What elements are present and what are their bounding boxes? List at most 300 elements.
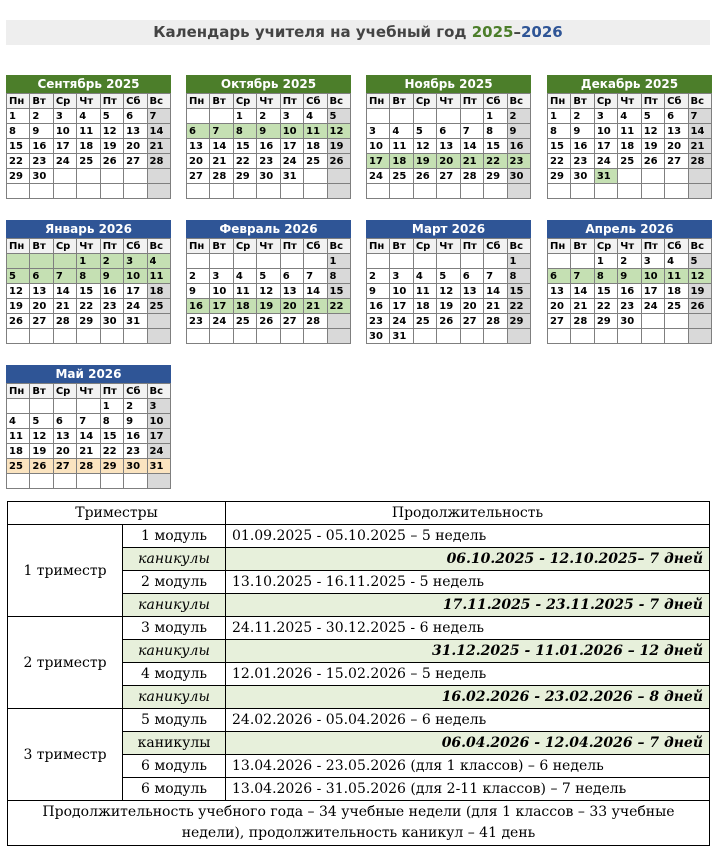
day-cell: 4 (413, 269, 436, 284)
day-cell: 10 (594, 124, 617, 139)
day-cell: 5 (437, 269, 460, 284)
day-cell: 1 (100, 399, 123, 414)
vacation-dates: 06.10.2025 - 12.10.2025– 7 дней (226, 548, 710, 571)
day-cell: 8 (507, 269, 530, 284)
day-cell: 13 (124, 124, 147, 139)
month-calendar (186, 75, 351, 199)
day-cell: 13 (187, 139, 210, 154)
day-cell (437, 109, 460, 124)
day-cell: 4 (7, 414, 30, 429)
day-cell: 10 (147, 414, 170, 429)
weekday-label: Сб (124, 384, 147, 399)
day-cell: 29 (594, 314, 617, 329)
day-cell: 6 (280, 269, 303, 284)
day-cell: 19 (327, 139, 350, 154)
day-cell: 25 (413, 314, 436, 329)
day-cell (210, 109, 233, 124)
day-cell: 9 (124, 414, 147, 429)
day-cell: 11 (665, 269, 688, 284)
day-cell: 6 (187, 124, 210, 139)
weekday-label: Вс (688, 239, 711, 254)
day-cell: 22 (233, 154, 256, 169)
day-cell: 26 (437, 314, 460, 329)
day-cell: 20 (53, 444, 76, 459)
day-cell: 25 (77, 154, 100, 169)
day-cell: 28 (304, 314, 327, 329)
day-cell (548, 184, 571, 199)
day-cell: 31 (124, 314, 147, 329)
month-title: Апрель 2026 (547, 220, 712, 238)
day-cell (641, 314, 664, 329)
weekday-label: Сб (665, 239, 688, 254)
day-cell: 12 (327, 124, 350, 139)
day-cell (367, 184, 390, 199)
day-cell: 25 (7, 459, 30, 474)
day-cell: 30 (100, 314, 123, 329)
month-calendar (366, 75, 531, 199)
day-cell: 7 (304, 269, 327, 284)
day-cell (390, 109, 413, 124)
day-cell: 15 (484, 139, 507, 154)
day-cell: 29 (507, 314, 530, 329)
day-cell: 10 (124, 269, 147, 284)
month-calendar (547, 220, 712, 344)
day-cell: 22 (327, 299, 350, 314)
day-cell: 6 (460, 269, 483, 284)
day-cell: 1 (7, 109, 30, 124)
day-cell: 20 (124, 139, 147, 154)
day-cell: 14 (571, 284, 594, 299)
month-title: Март 2026 (366, 220, 531, 238)
day-cell: 3 (280, 109, 303, 124)
day-cell (484, 254, 507, 269)
day-cell: 18 (147, 284, 170, 299)
weekday-label: Пн (187, 94, 210, 109)
month-title: Декабрь 2025 (547, 75, 712, 93)
weekday-label: Вс (507, 94, 530, 109)
day-cell: 17 (367, 154, 390, 169)
day-cell: 12 (437, 284, 460, 299)
day-cell (53, 184, 76, 199)
module-label: 4 модуль (123, 663, 226, 686)
day-cell: 7 (460, 124, 483, 139)
day-cell (187, 184, 210, 199)
day-cell: 23 (618, 299, 641, 314)
day-cell (7, 474, 30, 489)
day-cell: 4 (390, 124, 413, 139)
month-title: Сентябрь 2025 (6, 75, 171, 93)
day-cell: 26 (7, 314, 30, 329)
weekday-label: Сб (484, 94, 507, 109)
day-cell (233, 254, 256, 269)
day-cell: 12 (100, 124, 123, 139)
day-cell: 29 (484, 169, 507, 184)
day-cell: 31 (390, 329, 413, 344)
vacation-label: каникулы (123, 732, 226, 755)
day-cell: 2 (507, 109, 530, 124)
day-cell: 8 (233, 124, 256, 139)
day-cell (257, 329, 280, 344)
day-cell: 4 (233, 269, 256, 284)
day-cell: 16 (124, 429, 147, 444)
module-dates: 12.01.2026 - 15.02.2026 – 5 недель (226, 663, 710, 686)
day-cell (327, 329, 350, 344)
day-cell: 3 (124, 254, 147, 269)
day-cell: 27 (53, 459, 76, 474)
day-cell: 8 (100, 414, 123, 429)
day-cell: 29 (7, 169, 30, 184)
day-cell: 25 (304, 154, 327, 169)
module-dates: 13.10.2025 - 16.11.2025 - 5 недель (226, 571, 710, 594)
day-cell: 1 (327, 254, 350, 269)
day-cell: 5 (688, 254, 711, 269)
day-cell: 6 (30, 269, 53, 284)
month-title: Январь 2026 (6, 220, 171, 238)
day-cell (460, 254, 483, 269)
day-cell (147, 184, 170, 199)
weekday-label: Ср (53, 239, 76, 254)
day-cell: 24 (124, 299, 147, 314)
day-cell (641, 329, 664, 344)
day-cell: 30 (30, 169, 53, 184)
day-cell: 9 (571, 124, 594, 139)
day-cell: 25 (233, 314, 256, 329)
day-cell: 12 (413, 139, 436, 154)
day-cell: 29 (233, 169, 256, 184)
day-cell: 23 (100, 299, 123, 314)
weekday-label: Вт (571, 94, 594, 109)
weekday-label: Чт (77, 239, 100, 254)
title-year-end: 2026 (520, 23, 563, 41)
header-terms: Триместры (8, 502, 226, 525)
module-dates: 13.04.2026 - 23.05.2026 (для 1 классов) – 6 недель (226, 755, 710, 778)
weekday-label: Пт (100, 94, 123, 109)
year-summary: Продолжительность учебного года – 34 учебные недели (для 1 классов – 33 учебные недели), продолжительность каникул – 41 день (8, 801, 710, 846)
weekday-label: Сб (124, 94, 147, 109)
day-cell: 9 (100, 269, 123, 284)
day-cell: 22 (100, 444, 123, 459)
day-cell: 9 (257, 124, 280, 139)
day-cell: 18 (77, 139, 100, 154)
weekday-label: Пн (7, 239, 30, 254)
day-cell: 26 (327, 154, 350, 169)
weekday-label: Ср (233, 239, 256, 254)
day-cell: 8 (594, 269, 617, 284)
day-cell: 27 (30, 314, 53, 329)
day-cell (7, 254, 30, 269)
day-cell: 20 (30, 299, 53, 314)
day-cell (233, 329, 256, 344)
day-cell: 17 (390, 299, 413, 314)
day-cell: 22 (77, 299, 100, 314)
day-cell: 13 (437, 139, 460, 154)
day-cell: 27 (460, 314, 483, 329)
day-cell: 30 (367, 329, 390, 344)
weekday-label: Ср (594, 94, 617, 109)
day-cell: 23 (187, 314, 210, 329)
weekday-label: Чт (437, 239, 460, 254)
day-cell: 17 (210, 299, 233, 314)
day-cell (53, 169, 76, 184)
day-cell (233, 184, 256, 199)
day-cell: 7 (53, 269, 76, 284)
day-cell: 9 (367, 284, 390, 299)
module-label: 6 модуль (123, 778, 226, 801)
module-dates: 24.11.2025 - 30.12.2025 - 6 недель (226, 617, 710, 640)
day-cell: 16 (187, 299, 210, 314)
day-cell: 14 (147, 124, 170, 139)
day-cell: 13 (53, 429, 76, 444)
day-cell: 4 (304, 109, 327, 124)
day-cell (390, 184, 413, 199)
day-cell: 6 (665, 109, 688, 124)
day-cell: 11 (618, 124, 641, 139)
day-cell: 19 (641, 139, 664, 154)
day-cell (30, 329, 53, 344)
weekday-label: Ср (413, 94, 436, 109)
day-cell: 17 (147, 429, 170, 444)
day-cell: 17 (53, 139, 76, 154)
weekday-label: Вт (30, 239, 53, 254)
day-cell (641, 169, 664, 184)
day-cell (30, 184, 53, 199)
day-cell (304, 184, 327, 199)
day-cell: 14 (53, 284, 76, 299)
day-cell (187, 109, 210, 124)
day-cell (100, 329, 123, 344)
day-cell: 5 (100, 109, 123, 124)
day-cell: 12 (7, 284, 30, 299)
day-cell: 14 (688, 124, 711, 139)
module-dates: 24.02.2026 - 05.04.2026 – 6 недель (226, 709, 710, 732)
day-cell: 15 (548, 139, 571, 154)
module-label: 5 модуль (123, 709, 226, 732)
day-cell (594, 329, 617, 344)
header-duration: Продолжительность (226, 502, 710, 525)
day-cell: 2 (367, 269, 390, 284)
day-cell (124, 184, 147, 199)
day-cell: 5 (413, 124, 436, 139)
day-cell: 23 (30, 154, 53, 169)
day-cell: 14 (304, 284, 327, 299)
day-cell (304, 169, 327, 184)
day-cell: 16 (367, 299, 390, 314)
day-cell (53, 329, 76, 344)
day-cell: 15 (7, 139, 30, 154)
day-cell: 23 (257, 154, 280, 169)
day-cell (210, 184, 233, 199)
day-cell: 22 (484, 154, 507, 169)
title-dash: – (513, 23, 521, 41)
day-cell: 8 (548, 124, 571, 139)
weekday-label: Ср (413, 239, 436, 254)
weekday-label: Пн (367, 239, 390, 254)
weekday-label: Пт (280, 239, 303, 254)
day-cell (147, 169, 170, 184)
day-cell: 8 (7, 124, 30, 139)
day-cell: 12 (688, 269, 711, 284)
day-cell: 21 (484, 299, 507, 314)
day-cell (147, 474, 170, 489)
day-cell: 3 (641, 254, 664, 269)
day-cell: 9 (618, 269, 641, 284)
day-cell: 6 (53, 414, 76, 429)
weekday-label: Пт (460, 239, 483, 254)
weekday-label: Чт (77, 384, 100, 399)
day-cell: 3 (210, 269, 233, 284)
day-cell: 9 (187, 284, 210, 299)
day-cell (665, 169, 688, 184)
day-cell: 25 (390, 169, 413, 184)
day-cell: 23 (507, 154, 530, 169)
day-cell: 2 (100, 254, 123, 269)
vacation-label: каникулы (123, 548, 226, 571)
day-cell: 24 (367, 169, 390, 184)
weekday-label: Пн (187, 239, 210, 254)
day-cell (327, 314, 350, 329)
vacation-dates: 17.11.2025 - 23.11.2025 - 7 дней (226, 594, 710, 617)
day-cell: 7 (571, 269, 594, 284)
day-cell: 14 (484, 284, 507, 299)
day-cell: 11 (413, 284, 436, 299)
day-cell: 31 (280, 169, 303, 184)
day-cell: 4 (665, 254, 688, 269)
day-cell (437, 254, 460, 269)
weekday-label: Пн (367, 94, 390, 109)
page-title (6, 20, 710, 45)
day-cell (7, 329, 30, 344)
weekday-label: Пн (7, 94, 30, 109)
day-cell: 28 (484, 314, 507, 329)
day-cell: 3 (367, 124, 390, 139)
day-cell (30, 254, 53, 269)
day-cell (390, 254, 413, 269)
day-cell (548, 329, 571, 344)
module-label: 3 модуль (123, 617, 226, 640)
weekday-label: Чт (257, 94, 280, 109)
day-cell (100, 169, 123, 184)
day-cell: 17 (280, 139, 303, 154)
vacation-dates: 31.12.2025 - 11.01.2026 – 12 дней (226, 640, 710, 663)
module-dates: 13.04.2026 - 31.05.2026 (для 2-11 классов) – 7 недель (226, 778, 710, 801)
day-cell: 28 (77, 459, 100, 474)
day-cell: 28 (53, 314, 76, 329)
day-cell: 14 (460, 139, 483, 154)
weekday-label: Пн (7, 384, 30, 399)
day-cell: 1 (507, 254, 530, 269)
weekday-label: Вт (390, 239, 413, 254)
day-cell (30, 474, 53, 489)
day-cell: 10 (390, 284, 413, 299)
day-cell: 24 (53, 154, 76, 169)
day-cell: 21 (304, 299, 327, 314)
day-cell: 6 (124, 109, 147, 124)
day-cell: 26 (413, 169, 436, 184)
day-cell (413, 329, 436, 344)
day-cell: 23 (367, 314, 390, 329)
day-cell: 27 (187, 169, 210, 184)
day-cell: 13 (460, 284, 483, 299)
day-cell: 28 (147, 154, 170, 169)
day-cell: 4 (618, 109, 641, 124)
module-label: 6 модуль (123, 755, 226, 778)
day-cell: 20 (437, 154, 460, 169)
day-cell: 13 (665, 124, 688, 139)
day-cell (688, 169, 711, 184)
day-cell (618, 184, 641, 199)
day-cell: 25 (665, 299, 688, 314)
day-cell (53, 254, 76, 269)
day-cell: 5 (30, 414, 53, 429)
day-cell (548, 254, 571, 269)
day-cell: 20 (187, 154, 210, 169)
day-cell (124, 329, 147, 344)
day-cell (571, 254, 594, 269)
day-cell: 16 (571, 139, 594, 154)
month-calendar (6, 220, 171, 344)
weekday-label: Пн (548, 94, 571, 109)
day-cell (507, 329, 530, 344)
day-cell: 18 (304, 139, 327, 154)
weekday-label: Ср (233, 94, 256, 109)
month-calendar (547, 75, 712, 199)
weekday-label: Вс (507, 239, 530, 254)
day-cell: 21 (688, 139, 711, 154)
weekday-label: Пт (460, 94, 483, 109)
weekday-label: Пт (641, 239, 664, 254)
day-cell (280, 329, 303, 344)
day-cell (7, 184, 30, 199)
day-cell (280, 184, 303, 199)
day-cell: 21 (460, 154, 483, 169)
weekday-label: Ср (53, 384, 76, 399)
month-calendar (366, 220, 531, 344)
day-cell: 31 (594, 169, 617, 184)
day-cell: 12 (257, 284, 280, 299)
day-cell: 24 (641, 299, 664, 314)
day-cell: 18 (618, 139, 641, 154)
day-cell: 7 (210, 124, 233, 139)
term-name: 3 триместр (8, 709, 123, 801)
day-cell: 14 (210, 139, 233, 154)
day-cell: 7 (147, 109, 170, 124)
day-cell (77, 169, 100, 184)
day-cell: 23 (571, 154, 594, 169)
day-cell: 19 (413, 154, 436, 169)
day-cell: 16 (618, 284, 641, 299)
day-cell: 3 (53, 109, 76, 124)
day-cell: 15 (594, 284, 617, 299)
day-cell (507, 184, 530, 199)
day-cell: 19 (100, 139, 123, 154)
weekday-label: Вс (147, 94, 170, 109)
day-cell (187, 329, 210, 344)
day-cell: 27 (548, 314, 571, 329)
day-cell: 9 (507, 124, 530, 139)
day-cell (210, 329, 233, 344)
day-cell: 20 (548, 299, 571, 314)
day-cell (413, 109, 436, 124)
weekday-label: Чт (257, 239, 280, 254)
month-title: Ноябрь 2025 (366, 75, 531, 93)
day-cell: 13 (30, 284, 53, 299)
weekday-label: Чт (618, 239, 641, 254)
day-cell: 1 (77, 254, 100, 269)
day-cell: 2 (257, 109, 280, 124)
module-dates: 01.09.2025 - 05.10.2025 – 5 недель (226, 525, 710, 548)
day-cell: 8 (77, 269, 100, 284)
day-cell: 27 (665, 154, 688, 169)
